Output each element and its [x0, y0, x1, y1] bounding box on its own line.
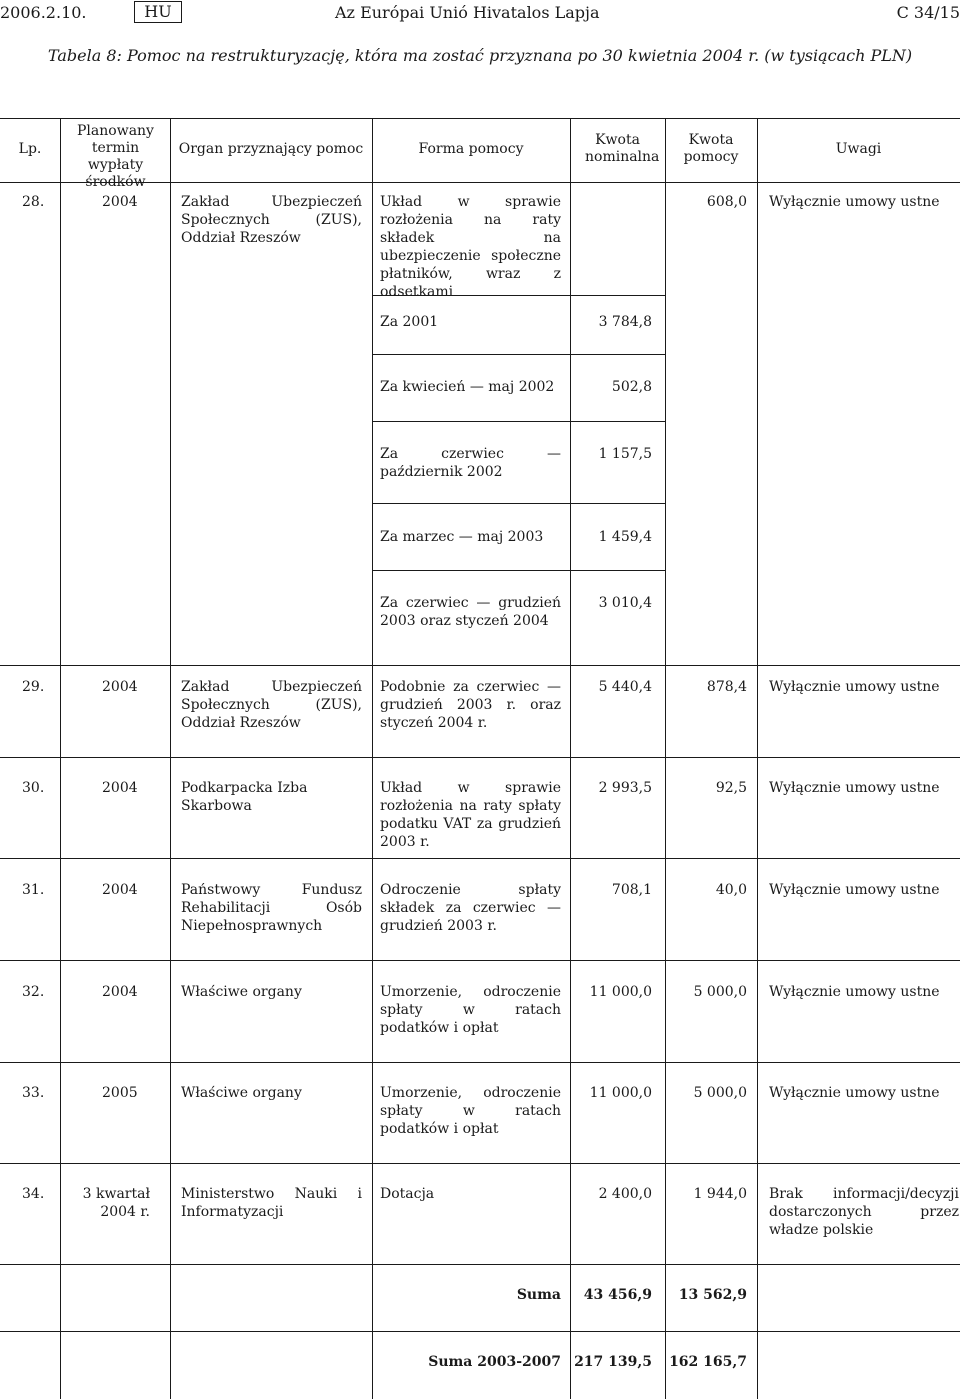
table-caption: Tabela 8: Pomoc na restrukturyzację, która ma zostać przyznana po 30 kwietnia 2004 r. (w tysiącach PLN): [47, 46, 913, 65]
row-uwagi: Wyłącznie umowy ustne: [769, 679, 940, 695]
sub-row-forma: Za 2001: [380, 314, 439, 330]
row-organ: Podkarpacka Izba Skarbowa: [181, 780, 308, 814]
sub-row-kwota: 1 157,5: [598, 446, 652, 462]
language-badge: HU: [134, 1, 182, 23]
row-organ: Państwowy Fundusz Rehabilitacji Osób Niepełnosprawnych: [181, 882, 362, 934]
col-header-organ: Organ przyznający pomoc: [178, 141, 364, 157]
row-lp: 28.: [22, 194, 45, 210]
row-kwota-nominalna: 11 000,0: [589, 1085, 652, 1101]
row-uwagi: Wyłącznie umowy ustne: [769, 882, 940, 898]
row-organ: Właściwe organy: [181, 1085, 302, 1101]
row-kwota-nominalna: 708,1: [611, 882, 652, 898]
row-organ: Zakład Ubezpieczeń Społecznych (ZUS), Oddział Rzeszów: [181, 679, 362, 731]
journal-title: Az Európai Unió Hivatalos Lapja: [335, 3, 600, 22]
row-termin: 3 kwartał 2004 r.: [82, 1186, 150, 1220]
row-kwota-nominalna: 11 000,0: [589, 984, 652, 1000]
row-lp: 34.: [22, 1186, 45, 1202]
suma-2003-2007-label: Suma 2003-2007: [428, 1354, 561, 1370]
row-kwota-nominalna: 2 400,0: [598, 1186, 652, 1202]
row-termin: 2004: [102, 194, 138, 210]
row-organ: Zakład Ubezpieczeń Społecznych (ZUS), Oddział Rzeszów: [181, 194, 362, 246]
suma-kwota-nominalna: 43 456,9: [583, 1287, 652, 1303]
row-termin: 2004: [102, 984, 138, 1000]
row-lp: 29.: [22, 679, 45, 695]
col-header-termin: Planowany termin wypłaty środków: [77, 123, 154, 190]
row-termin: 2004: [102, 882, 138, 898]
page-number: C 34/15: [896, 3, 960, 22]
sub-row-kwota: 1 459,4: [598, 529, 652, 545]
col-header-uwagi: Uwagi: [835, 141, 882, 157]
row-termin: 2005: [102, 1085, 138, 1101]
row-kwota-pomocy: 5 000,0: [693, 984, 747, 1000]
row-forma: Układ w sprawie rozłożenia na raty spłaty podatku VAT za grudzień 2003 r.: [380, 780, 561, 850]
row-forma: Układ w sprawie rozłożenia na raty składek na ubezpieczenie społeczne płatników, wraz z odsetkami: [380, 194, 561, 300]
row-uwagi: Wyłącznie umowy ustne: [769, 780, 940, 796]
row-uwagi: Wyłącznie umowy ustne: [769, 1085, 940, 1101]
col-header-kwota-pomocy: Kwota pomocy: [683, 132, 739, 165]
page-header: [0, 0, 960, 26]
row-uwagi: Wyłącznie umowy ustne: [769, 984, 940, 1000]
row-kwota-pomocy: 608,0: [706, 194, 747, 210]
sub-row-kwota: 3 010,4: [598, 595, 652, 611]
sub-row-forma: Za czerwiec — październik 2002: [380, 446, 561, 480]
header-date: 2006.2.10.: [0, 3, 87, 22]
sub-row-forma: Za czerwiec — grudzień 2003 oraz styczeń 2004: [380, 595, 561, 629]
row-kwota-pomocy: 1 944,0: [693, 1186, 747, 1202]
col-header-lp: Lp.: [18, 141, 42, 157]
suma-label: Suma: [516, 1287, 561, 1303]
row-organ: Ministerstwo Nauki i Informatyzacji: [181, 1186, 362, 1220]
row-lp: 32.: [22, 984, 45, 1000]
row-termin: 2004: [102, 780, 138, 796]
row-lp: 33.: [22, 1085, 45, 1101]
row-forma: Podobnie za czerwiec — grudzień 2003 r. oraz styczeń 2004 r.: [380, 679, 561, 731]
suma-2003-2007-kwota-nominalna: 217 139,5: [574, 1354, 652, 1370]
row-kwota-pomocy: 40,0: [715, 882, 747, 898]
row-forma: Dotacja: [380, 1186, 435, 1202]
sub-row-forma: Za kwiecień — maj 2002: [380, 379, 555, 395]
row-forma: Umorzenie, odroczenie spłaty w ratach podatków i opłat: [380, 984, 561, 1036]
row-kwota-pomocy: 5 000,0: [693, 1085, 747, 1101]
row-lp: 31.: [22, 882, 45, 898]
row-termin: 2004: [102, 679, 138, 695]
sub-row-kwota: 3 784,8: [598, 314, 652, 330]
row-uwagi: Brak informacji/decyzji dostarczonych przez władze polskie: [769, 1186, 959, 1238]
col-header-kwota-nominalna: Kwota nominalna: [585, 132, 660, 165]
row-lp: 30.: [22, 780, 45, 796]
row-forma: Umorzenie, odroczenie spłaty w ratach podatków i opłat: [380, 1085, 561, 1137]
row-kwota-nominalna: 2 993,5: [598, 780, 652, 796]
sub-row-forma: Za marzec — maj 2003: [380, 529, 544, 545]
row-organ: Właściwe organy: [181, 984, 302, 1000]
sub-row-kwota: 502,8: [611, 379, 652, 395]
row-kwota-pomocy: 878,4: [706, 679, 747, 695]
suma-2003-2007-kwota-pomocy: 162 165,7: [669, 1354, 747, 1370]
row-forma: Odroczenie spłaty składek za czerwiec — grudzień 2003 r.: [380, 882, 561, 934]
col-header-forma: Forma pomocy: [418, 141, 524, 157]
row-uwagi: Wyłącznie umowy ustne: [769, 194, 940, 210]
suma-kwota-pomocy: 13 562,9: [678, 1287, 747, 1303]
row-kwota-pomocy: 92,5: [715, 780, 747, 796]
row-kwota-nominalna: 5 440,4: [598, 679, 652, 695]
